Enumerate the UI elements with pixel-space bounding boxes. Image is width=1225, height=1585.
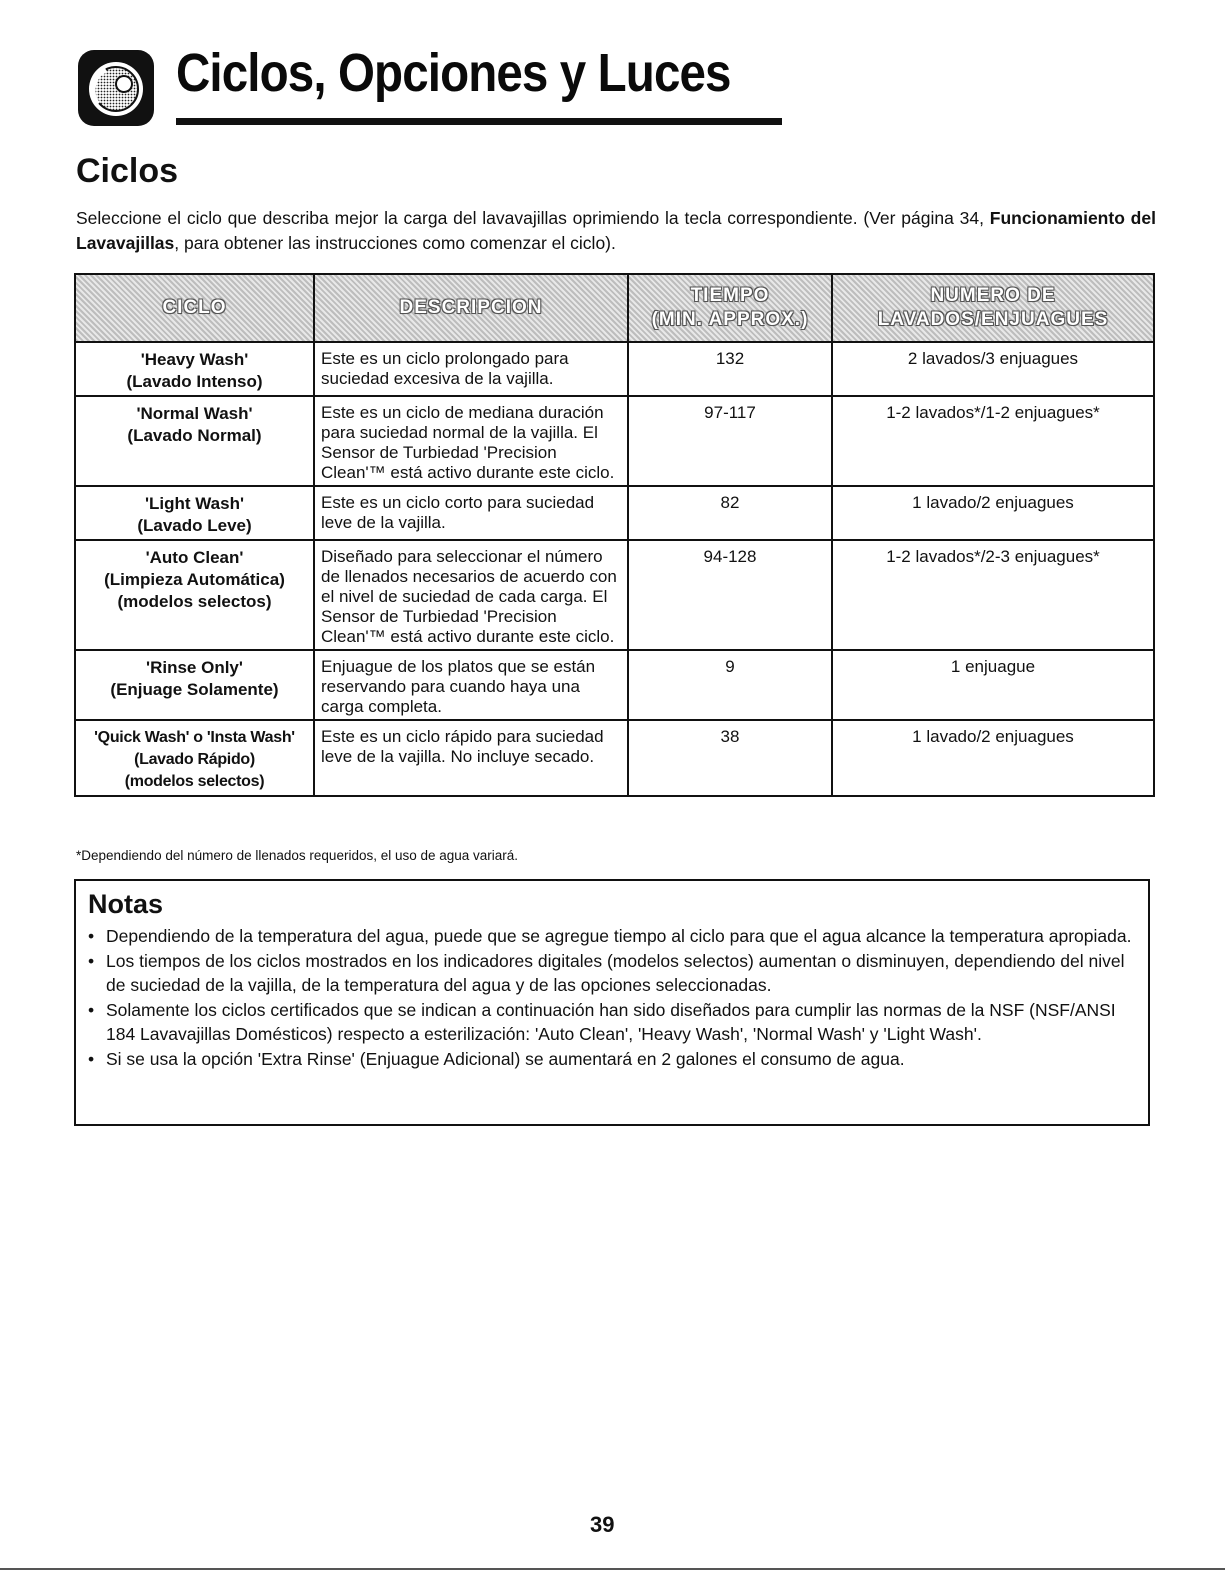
cycle-time: 82 xyxy=(628,486,832,540)
table-row xyxy=(75,540,1154,650)
notes-title: Notas xyxy=(88,889,164,919)
cycle-time: 132 xyxy=(628,342,832,396)
cycle-washes: 1-2 lavados*/2-3 enjuagues* xyxy=(832,540,1154,650)
section-title: Ciclos xyxy=(76,152,179,190)
cycle-washes: 1-2 lavados*/1-2 enjuagues* xyxy=(832,396,1154,486)
cycle-description: Este es un ciclo rápido para suciedad leve de la vajilla. No incluye secado. xyxy=(314,720,628,796)
cycle-name: 'Auto Clean' (Limpieza Automática) (modelos selectos) xyxy=(75,540,314,650)
bottom-rule xyxy=(0,1568,1225,1570)
cycle-name: 'Heavy Wash' (Lavado Intenso) xyxy=(75,342,314,396)
intro-text-a: Seleccione el ciclo que describa mejor la carga del lavavajillas oprimiendo la tecla correspondiente. (Ver página 34, xyxy=(76,208,984,228)
cycle-name: 'Rinse Only' (Enjuage Solamente) xyxy=(75,650,314,720)
table-row xyxy=(75,486,1154,540)
page-title: Ciclos, Opciones y Luces xyxy=(176,43,731,103)
intro-paragraph xyxy=(76,206,1156,256)
cycle-time: 97-117 xyxy=(628,396,832,486)
intro-text-b: , para obtener las instrucciones como comenzar el ciclo). xyxy=(174,233,616,253)
cycle-time: 9 xyxy=(628,650,832,720)
cycle-name: 'Light Wash' (Lavado Leve) xyxy=(75,486,314,540)
table-row xyxy=(75,396,1154,486)
cycle-time: 94-128 xyxy=(628,540,832,650)
cycle-time: 38 xyxy=(628,720,832,796)
cycle-description: Este es un ciclo prolongado para suciedad excesiva de la vajilla. xyxy=(314,342,628,396)
header-cycle: CICLO xyxy=(75,274,314,342)
cycle-washes: 1 lavado/2 enjuagues xyxy=(832,486,1154,540)
cycle-description: Enjuague de los platos que se están reservando para cuando haya una carga completa. xyxy=(314,650,628,720)
page-header xyxy=(76,40,731,130)
intro-bold-reference: Funcionamiento del Lavavajillas xyxy=(76,208,1156,253)
table-header-row xyxy=(75,274,1154,342)
cycle-description: Este es un ciclo corto para suciedad leve de la vajilla. xyxy=(314,486,628,540)
cycle-name: 'Quick Wash' o 'Insta Wash' (Lavado Rápido) (modelos selectos) xyxy=(75,720,314,796)
cycle-name: 'Normal Wash' (Lavado Normal) xyxy=(75,396,314,486)
cycle-description: Diseñado para seleccionar el número de llenados necesarios de acuerdo con el nivel de suciedad de cada carga. El Sensor de Turbiedad 'Precision Clean'™ está activo durante este ciclo. xyxy=(314,540,628,650)
header-washes: NUMERO DE LAVADOS/ENJUAGUES xyxy=(832,274,1154,342)
table-row xyxy=(75,342,1154,396)
dishwasher-dial-icon xyxy=(76,48,156,128)
note-item: • Dependiendo de la temperatura del agua, puede que se agregue tiempo al ciclo para que el agua alcance la temperatura apropiada. xyxy=(82,924,1148,948)
notes-box xyxy=(74,879,1150,1126)
table-row xyxy=(75,650,1154,720)
table-footnote: *Dependiendo del número de llenados requeridos, el uso de agua variará. xyxy=(76,848,519,863)
cycle-washes: 1 lavado/2 enjuagues xyxy=(832,720,1154,796)
page-number: 39 xyxy=(590,1512,615,1537)
cycle-description: Este es un ciclo de mediana duración para suciedad normal de la vajilla. El Sensor de Turbiedad 'Precision Clean'™ está activo durante este ciclo. xyxy=(314,396,628,486)
cycles-table xyxy=(74,273,1155,797)
header-time: TIEMPO (MIN. APPROX.) xyxy=(628,274,832,342)
header-description: DESCRIPCION xyxy=(314,274,628,342)
notes-list xyxy=(82,924,1148,1071)
table-row xyxy=(75,720,1154,796)
note-item: • Si se usa la opción 'Extra Rinse' (Enjuague Adicional) se aumentará en 2 galones el consumo de agua. xyxy=(82,1047,1148,1071)
title-underline xyxy=(176,118,782,125)
cycle-washes: 1 enjuague xyxy=(832,650,1154,720)
note-item: • Los tiempos de los ciclos mostrados en los indicadores digitales (modelos selectos) aumentan o disminuyen, dependiendo del nivel de suciedad de la vajilla, de la temperatura del agua y de las opciones seleccionadas. xyxy=(82,949,1148,997)
note-item: • Solamente los ciclos certificados que se indican a continuación han sido diseñados para cumplir las normas de la NSF (NSF/ANSI 184 Lavavajillas Domésticos) respecto a esterilización: 'Auto Clean', 'Heavy Wash', 'Normal Wash' y 'Light Wash'. xyxy=(82,998,1148,1046)
cycle-washes: 2 lavados/3 enjuagues xyxy=(832,342,1154,396)
